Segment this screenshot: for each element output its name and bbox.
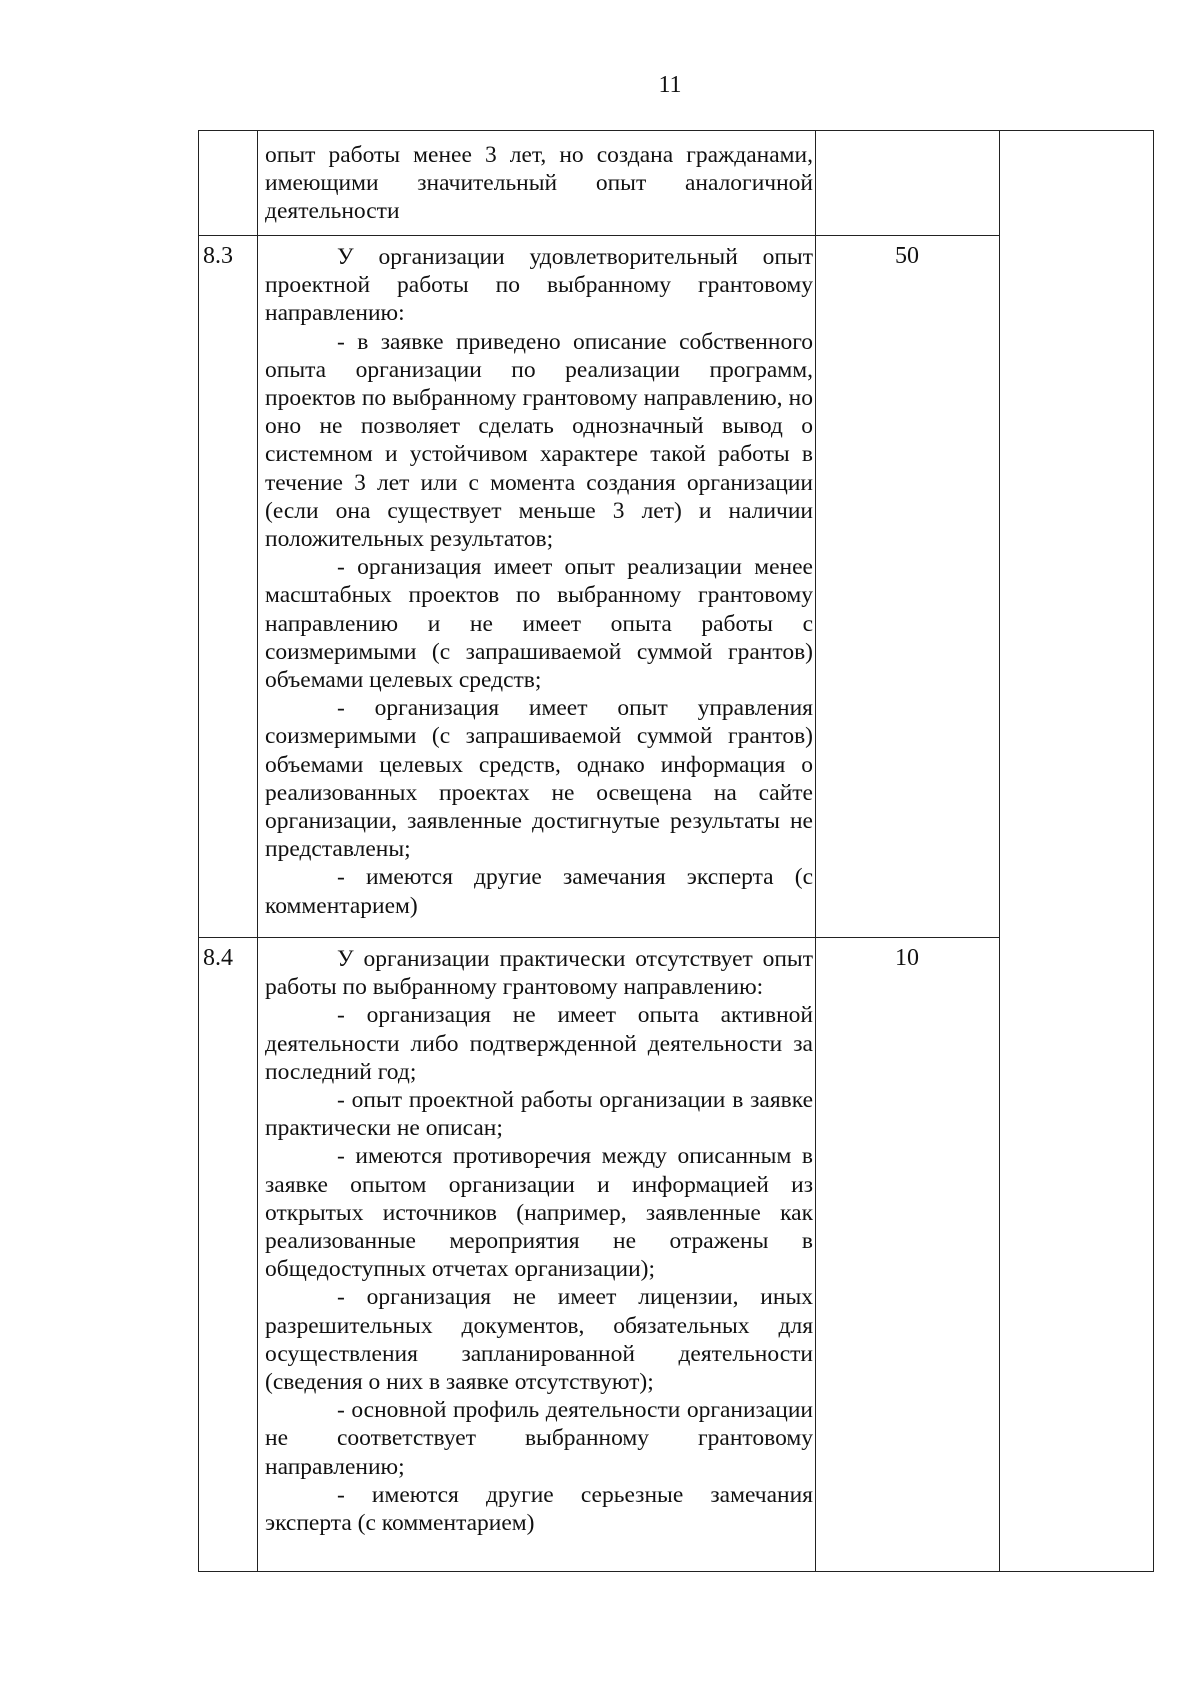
description-paragraph: опыт работы менее 3 лет, но создана гражданами, имеющими значительный опыт аналогичной деятельности bbox=[265, 142, 813, 225]
description-paragraph: - основной профиль деятельности организации не соответствует выбранному грантовому направлению; bbox=[265, 1397, 813, 1480]
column-divider bbox=[815, 131, 816, 1571]
description-paragraph: - организация не имеет лицензии, иных разрешительных документов, обязательных для осуществления запланированной деятельности (сведения о них в заявке отсутствуют); bbox=[265, 1284, 813, 1396]
criteria-description bbox=[265, 945, 813, 1537]
criteria-description bbox=[265, 243, 813, 920]
row-divider bbox=[199, 937, 999, 938]
page-number: 11 bbox=[658, 72, 682, 98]
description-paragraph: У организации практически отсутствует опыт работы по выбранному грантовому направлению: bbox=[265, 946, 813, 1001]
description-paragraph: - в заявке приведено описание собственного опыта организации по реализации программ, проектов по выбранному грантовому направлению, но оно не позволяет сделать однозначный вывод о системном и устойчивом характере такой работы в течение 3 лет или с момента создания организации (если она существует меньше 3 лет) и наличии положительных результатов; bbox=[265, 328, 813, 553]
description-paragraph: - организация имеет опыт реализации менее масштабных проектов по выбранному грантовому направлению и не имеет опыта работы с соизмеримыми (с запрашиваемой суммой грантов) объемами целевых средств; bbox=[265, 554, 813, 694]
description-paragraph: - имеются противоречия между описанным в заявке опытом организации и информацией из открытых источников (например, заявленные как реализованные мероприятия не отражены в общедоступных отчетах организации); bbox=[265, 1143, 813, 1283]
description-paragraph: - имеются другие замечания эксперта (с комментарием) bbox=[265, 864, 813, 919]
row-number: 8.4 bbox=[203, 945, 233, 971]
description-paragraph: У организации удовлетворительный опыт проектной работы по выбранному грантовому направлению: bbox=[265, 244, 813, 327]
row-number: 8.3 bbox=[203, 243, 233, 269]
score-value: 50 bbox=[895, 243, 919, 269]
criteria-description bbox=[265, 141, 813, 226]
description-paragraph: - опыт проектной работы организации в заявке практически не описан; bbox=[265, 1087, 813, 1142]
column-divider bbox=[257, 131, 258, 1571]
description-paragraph: - организация не имеет опыта активной деятельности либо подтвержденной деятельности за последний год; bbox=[265, 1002, 813, 1085]
description-paragraph: - организация имеет опыт управления соизмеримыми (с запрашиваемой суммой грантов) объемами целевых средств, однако информация о реализованных проектах не освещена на сайте организации, заявленные достигнутые результаты не представлены; bbox=[265, 695, 813, 863]
description-paragraph: - имеются другие серьезные замечания эксперта (с комментарием) bbox=[265, 1481, 813, 1537]
row-divider bbox=[199, 235, 999, 236]
score-value: 10 bbox=[895, 945, 919, 971]
criteria-table bbox=[198, 130, 1154, 1572]
column-divider bbox=[999, 131, 1000, 1571]
